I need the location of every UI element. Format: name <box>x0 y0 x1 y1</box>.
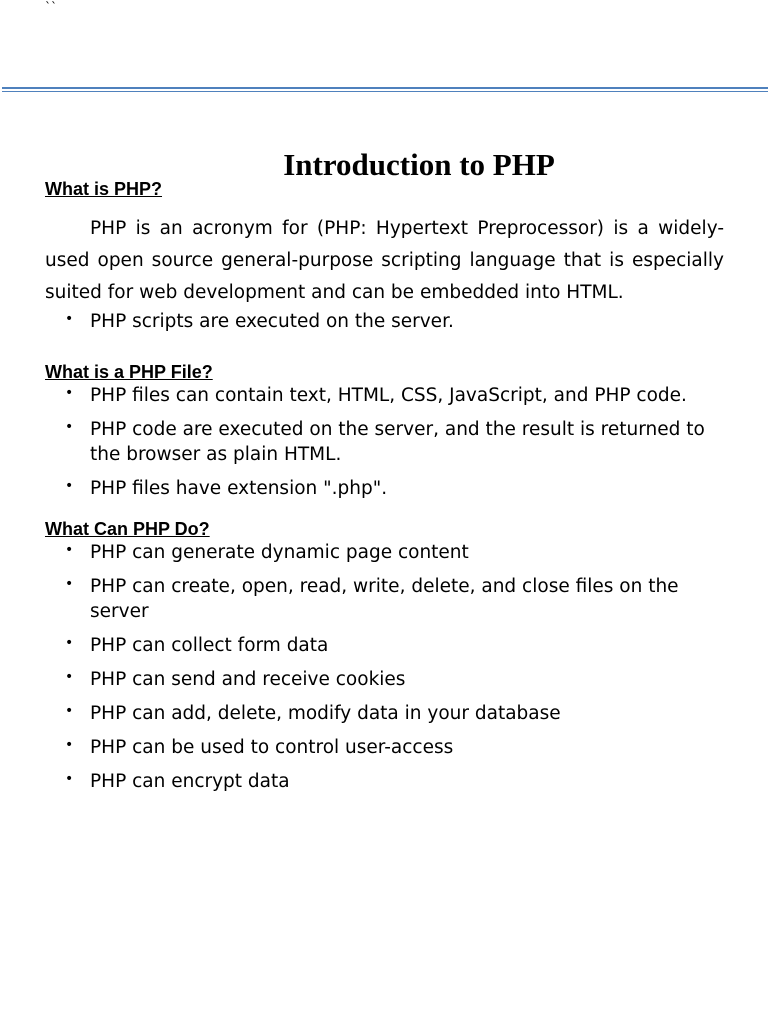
bullet-list-php-file <box>45 383 724 501</box>
list-item-text: PHP can be used to control user-access <box>90 737 454 758</box>
bullet-icon: • <box>65 771 74 787</box>
header-rule-top <box>2 87 768 89</box>
list-item <box>45 769 724 794</box>
bullet-icon: • <box>65 542 74 558</box>
list-item <box>45 476 724 501</box>
document-body <box>45 178 724 803</box>
list-item <box>45 667 724 692</box>
list-item-text: PHP files have extension ".php". <box>90 478 388 499</box>
bullet-icon: • <box>65 669 74 685</box>
list-item <box>45 574 724 624</box>
bullet-icon: • <box>65 478 74 494</box>
bullet-icon: • <box>65 385 74 401</box>
list-item <box>45 540 724 565</box>
bullet-icon: • <box>65 737 74 753</box>
bullet-list-what-is-php <box>45 309 724 334</box>
list-item-text: PHP code are executed on the server, and the result is returned to the browser as plain HTML. <box>90 419 705 465</box>
section-heading-what-is-php: What is PHP? <box>45 179 163 199</box>
list-item <box>45 417 724 467</box>
bullet-list-php-can-do <box>45 540 724 794</box>
list-item <box>45 701 724 726</box>
list-item-text: PHP can add, delete, modify data in your database <box>90 703 561 724</box>
list-item-text: PHP can collect form data <box>90 635 329 656</box>
bullet-icon: • <box>65 311 74 327</box>
bullet-icon: • <box>65 419 74 435</box>
list-item-text: PHP can create, open, read, write, delete, and close files on the server <box>90 576 679 622</box>
section-heading-php-file: What is a PHP File? <box>45 362 213 382</box>
list-item <box>45 383 724 408</box>
bullet-icon: • <box>65 576 74 592</box>
bullet-icon: • <box>65 703 74 719</box>
page-title: Introduction to PHP <box>283 146 555 182</box>
list-item-text: PHP files can contain text, HTML, CSS, JavaScript, and PHP code. <box>90 385 687 406</box>
header-rule-bottom <box>2 91 768 92</box>
list-item-text: PHP can generate dynamic page content <box>90 542 469 563</box>
corner-mark: `` <box>45 0 57 14</box>
list-item-text: PHP can send and receive cookies <box>90 669 406 690</box>
list-item-text: PHP scripts are executed on the server. <box>90 311 454 332</box>
list-item <box>45 735 724 760</box>
intro-paragraph: PHP is an acronym for (PHP: Hypertext Preprocessor) is a widely-used open source general-purpose scripting language that is especially suited for web development and can be embedded into HTML. <box>45 218 724 303</box>
list-item <box>45 309 724 334</box>
list-item-text: PHP can encrypt data <box>90 771 290 792</box>
section-heading-what-can-php-do: What Can PHP Do? <box>45 519 210 539</box>
list-item <box>45 633 724 658</box>
bullet-icon: • <box>65 635 74 651</box>
